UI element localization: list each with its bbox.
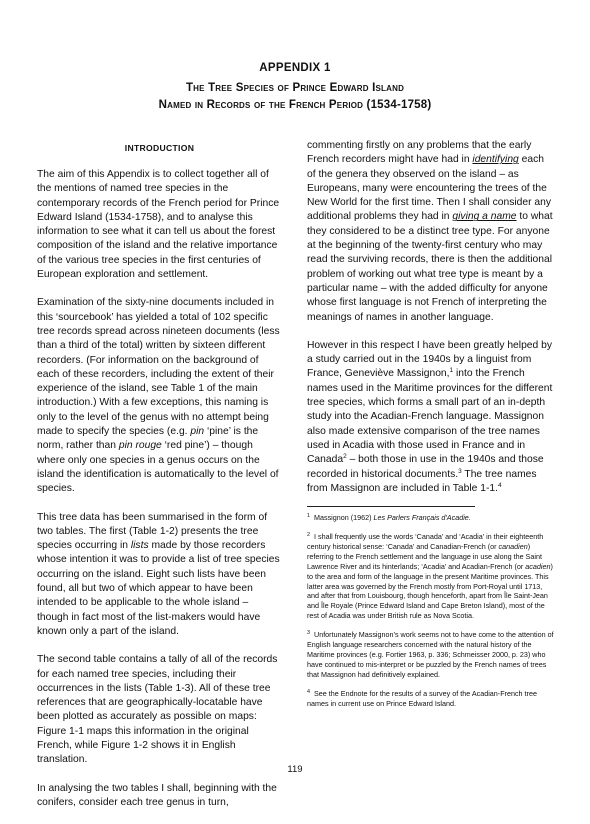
footnote-ref-1[interactable]: 1 <box>449 367 454 375</box>
footnote-3: $^3$ Unfortunately Massignon’s work seems not to have come to the attention of English language researchers concerned with the natural history of the Maritime provinces (e.g. Fortier 1963, p. 336; Schmeisser 2000, p. 23) who have continued to mis-interpret or be puzzled by the French names of trees that Massignon had definitively explained. <box>307 630 554 679</box>
footnote-4: $^4$ See the Endnote for the results of a survey of the Acadian-French tree names in current use on Prince Edward Island. <box>307 688 537 708</box>
title-line-1: The Tree Species of Prince Edward Island <box>185 82 405 94</box>
footnote-ref-2[interactable]: 2 <box>343 453 347 461</box>
footnote-1: $^1$ Massignon (1962) Les Parlers Français d'Acadie. <box>307 513 471 523</box>
paragraph-aim: The aim of this Appendix is to collect together all of the mentions of named tree species in the contemporary records of the French period for Prince Edward Island (1534-1758), and to analyse this information to see what it can tell us about the forest composition of the island and the relative importance of the various tree species in the first centuries of European exploration and settlement. <box>37 169 280 281</box>
paragraph-analysing: In analysing the two tables I shall, beginning with the conifers, consider each tree genus in turn, <box>37 782 277 808</box>
appendix-label: APPENDIX 1 <box>259 62 331 74</box>
paragraph-massignon: However in this respect I have been greatly helped by a study carried out in the 1940s by a linguist from France, Geneviève Massignon,$^1$ into the French names used in the Maritime provinces for the different tree species, which forms a small part of an in-depth study into the Acadian-French language. Massignon also made extensive comparison of the tree names used in Acadia with those used in France and in Canada$^2$ – both those in use in the 1940s and those recorded in historical documents.$^3$ The tree names from Massignon are included in Table 1-1.$^4$ <box>307 339 553 494</box>
title-line-2: Named in Records of the French Period (1534-1758) <box>158 99 432 111</box>
right-column <box>307 139 555 718</box>
section-heading: INTRODUCTION <box>124 143 195 153</box>
left-column <box>37 142 282 824</box>
footnote-ref-4[interactable]: 4 <box>497 481 502 489</box>
paragraph-commenting: commenting firstly on any problems that the early French recorders might have had in identifying each of the genera they observed on the island – as Europeans, many were encountering the trees of the New World for the first time. Then I shall consider any additional problems they had in giving a name to what they considered to be a distinct tree type. For anyone at the beginning of the twenty-first century who may read the surviving records, there is then the additional problem of working out what tree type is meant by a particular name – with the added difficulty for anyone whose first language is not French of interpreting the meanings of names in another language. <box>307 140 553 323</box>
footnote-ref-3[interactable]: 3 <box>458 467 462 475</box>
footnote-divider <box>307 506 475 507</box>
page-title <box>0 80 590 114</box>
paragraph-second-table: The second table contains a tally of all of the records for each named tree species, including their occurrences in the lists (Table 1-3). All of these tree references that are geographically-locatable have been plotted as accurately as possible on maps: Figure 1-1 maps this information in the original French, while Figure 1-2 shows it in English translation. <box>37 654 278 766</box>
paragraph-examination: Examination of the sixty-nine documents included in this ‘sourcebook’ has yielded a total of 102 specific tree records spread across nineteen documents (less than a third of the total) written by sixteen different recorders. (For information on the background of each of these recorders, including the extent of their experience of the island, see Table 1 of the main introduction.) With a few exceptions, this naming is only to the level of the genus with no attempt being made to specify the species (e.g. pin ‘pine’ is the norm, rather than pin rouge ‘red pine’) – though where only one species in a genus occurs on the island the identification is automatically to the level of species. <box>37 297 280 495</box>
paragraph-tables: This tree data has been summarised in the form of two tables. The first (Table 1-2) presents the tree species occurring in lists made by those recorders whose intention it was to provide a list of tree species occurring on the island. Eight such lists have been found, all but two of which appear to have been intended to be applicable to the whole island – though in fact most of the list-makers would have known only a part of the island. <box>37 511 280 637</box>
page-number: 119 <box>287 764 303 775</box>
footnote-2: $^2$ I shall frequently use the words ‘Canada’ and ‘Acadia’ in their eighteenth century historical sense: ‘Canada’ and Canadian-French (or canadien) referring to the French settlement and the language in use along the Saint Lawrence River and its hinterlands; ‘Acadia’ and Acadian-French (or acadien) to the area and form of the language in the present Maritime provinces. This latter area was governed by the French mostly from Port-Royal until 1713, and after that from Louisbourg, though henceforth, apart from Île Saint-Jean and Île Royale (Prince Edward Island and Cape Breton Island), most of the rest of Acadia was under British rule as Nova Scotia. <box>307 532 553 621</box>
